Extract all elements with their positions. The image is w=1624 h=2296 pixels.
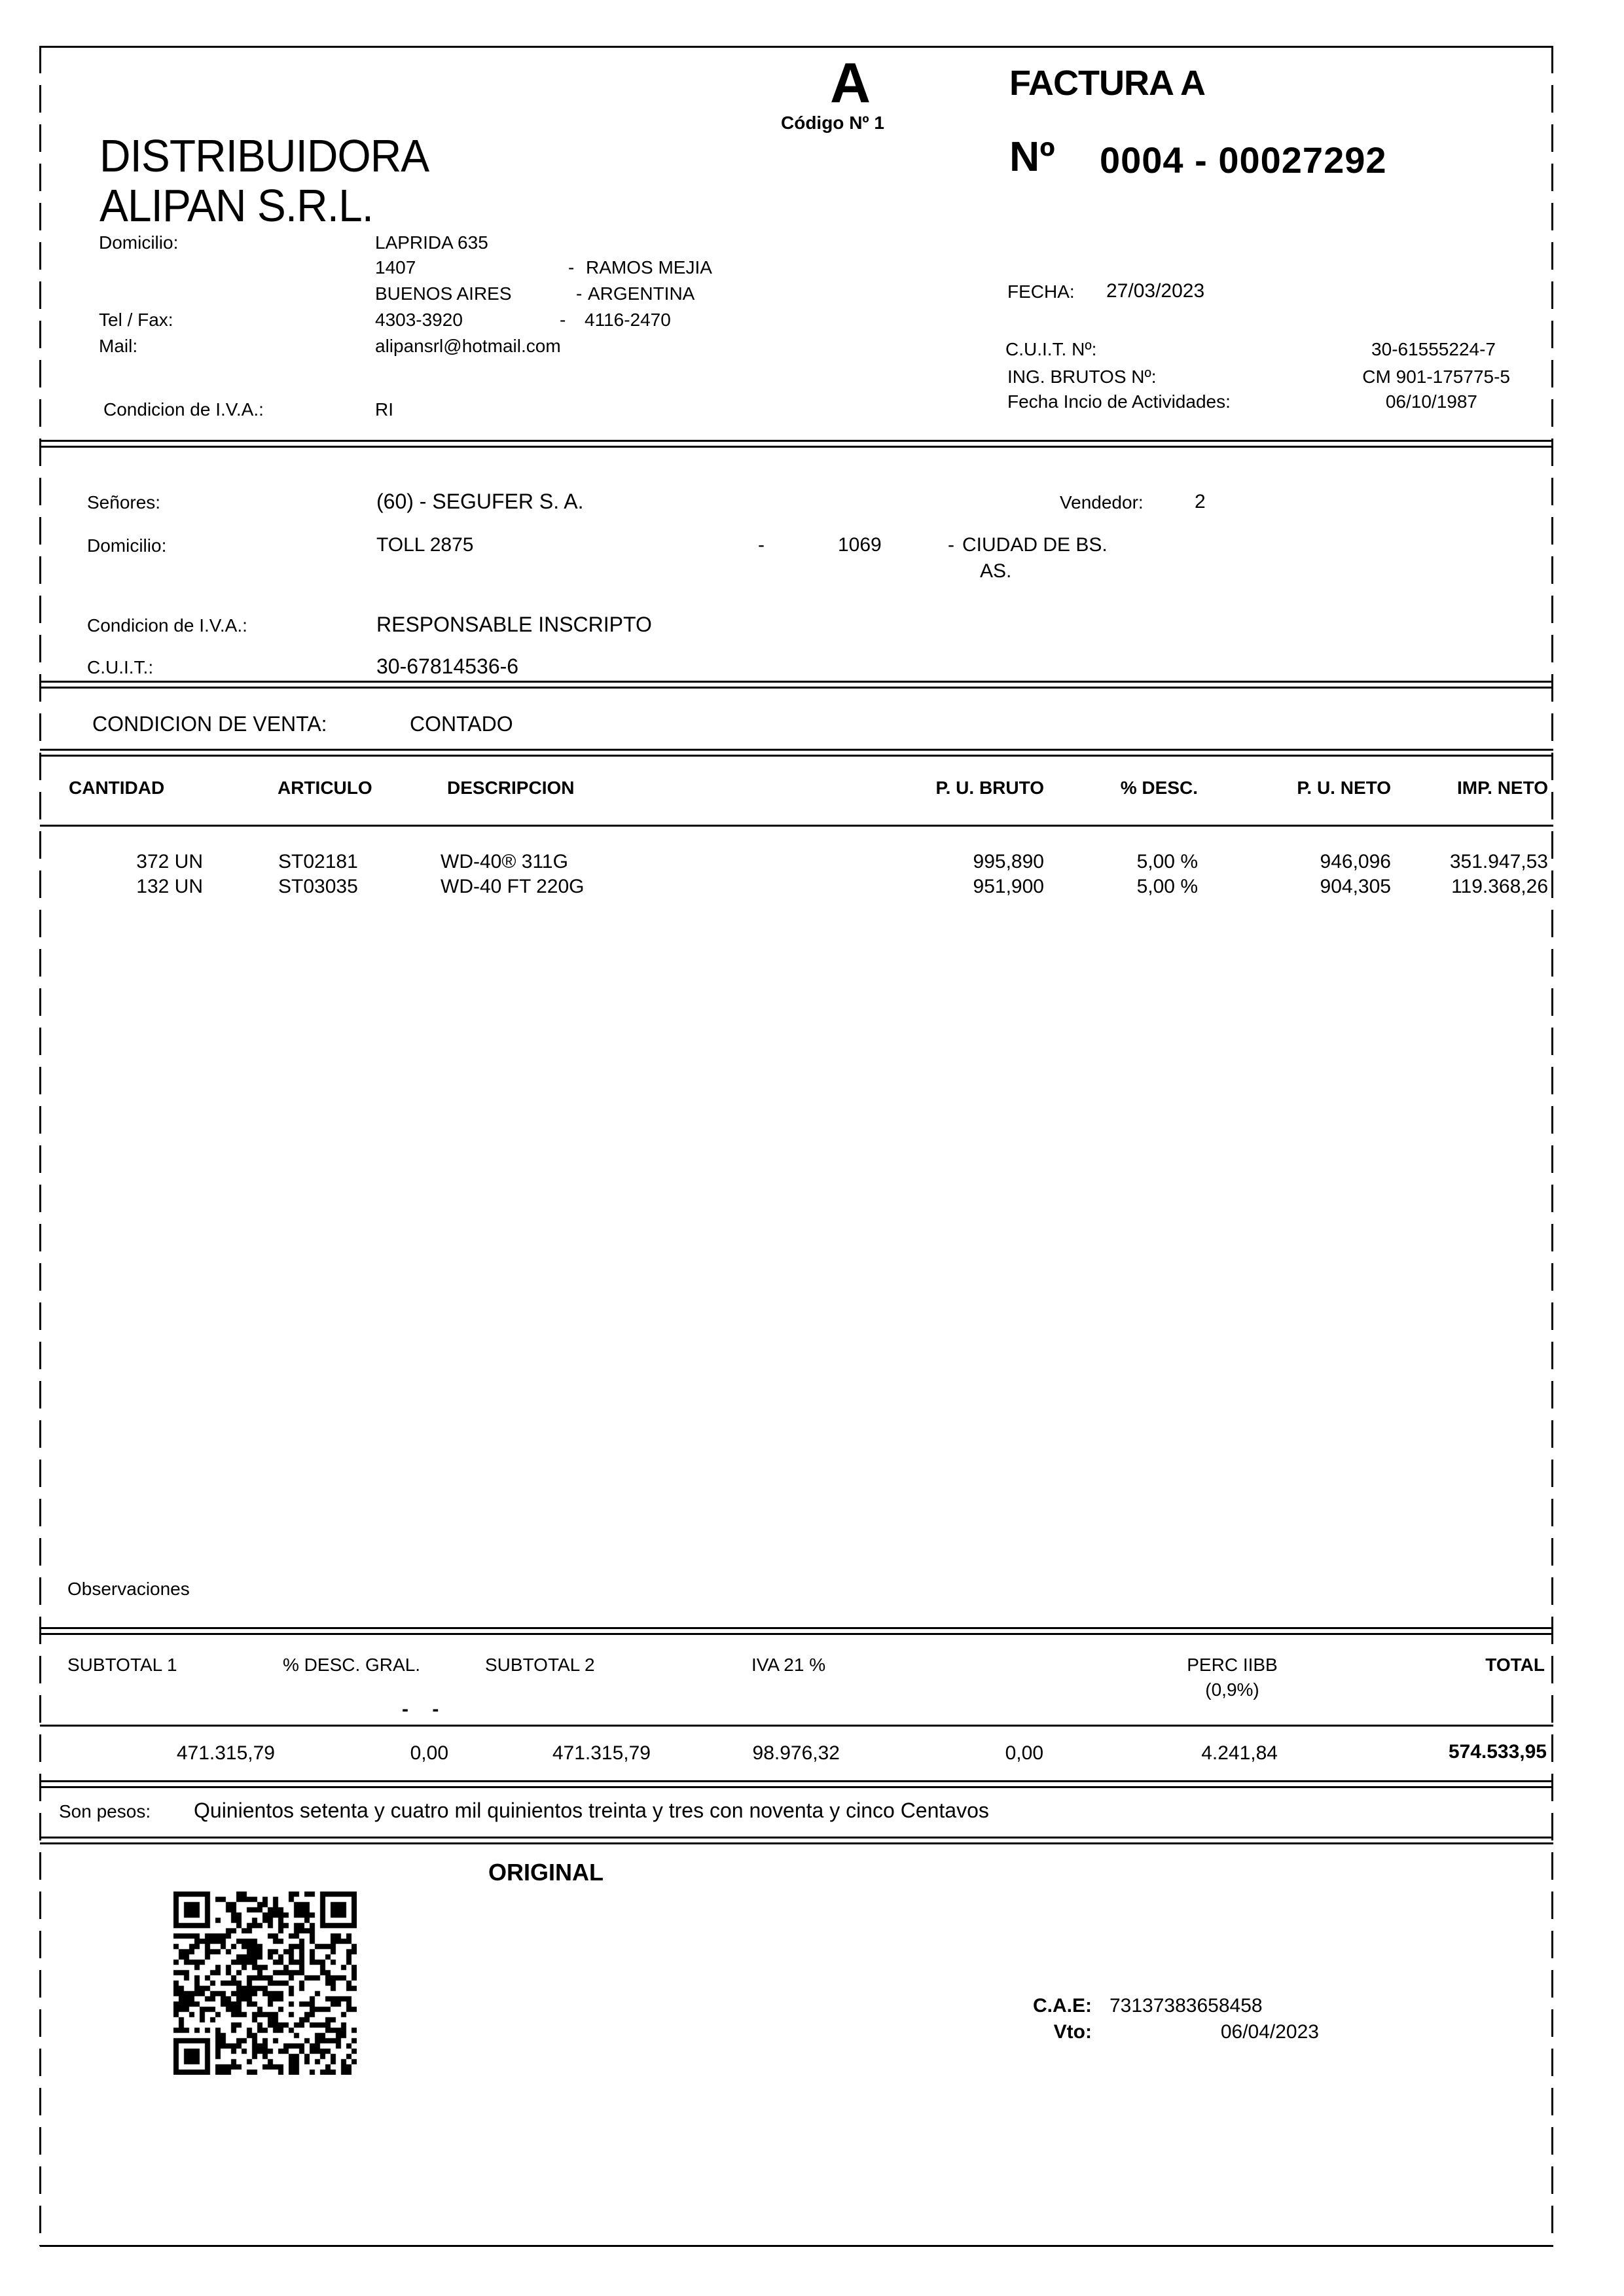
company-zip: 1407 bbox=[375, 257, 416, 278]
cell-desc: WD-40 FT 220G bbox=[441, 876, 585, 897]
total-value: 574.533,95 bbox=[1448, 1741, 1547, 1763]
qr-code bbox=[173, 1892, 357, 2075]
customer-cuit-label: C.U.I.T.: bbox=[87, 657, 154, 677]
company-tel: 4303-3920 bbox=[375, 310, 463, 330]
iibb-value: CM 901-175775-5 bbox=[1362, 367, 1510, 387]
observaciones-label: Observaciones bbox=[67, 1579, 190, 1599]
vendedor-value: 2 bbox=[1195, 491, 1206, 512]
perc-iibb-rate: (0,9%) bbox=[1205, 1679, 1259, 1700]
desc-gral-label: % DESC. GRAL. bbox=[283, 1655, 421, 1675]
invoice-number: 0004 - 00027292 bbox=[1100, 139, 1387, 181]
items-rows bbox=[0, 851, 1624, 901]
other-perc-value: 0,00 bbox=[1005, 1742, 1043, 1764]
subtotal1-label: SUBTOTAL 1 bbox=[67, 1655, 177, 1675]
separator-body-totals bbox=[40, 1627, 1553, 1635]
desc-gral-dashes: - - bbox=[402, 1698, 448, 1720]
left-dashed-border bbox=[39, 46, 41, 2246]
company-iva-value: RI bbox=[375, 399, 393, 420]
subtotal2-value: 471.315,79 bbox=[552, 1742, 651, 1764]
separator-sale-table bbox=[40, 749, 1553, 757]
iva-value: 98.976,32 bbox=[752, 1742, 840, 1764]
dash-sep: - bbox=[560, 310, 566, 330]
cell-neto: 904,305 bbox=[1320, 876, 1391, 897]
separator-totals-words bbox=[40, 1780, 1553, 1788]
invoice-letter: A bbox=[830, 52, 871, 115]
vto-label: Vto: bbox=[1053, 2021, 1092, 2043]
perc-iibb-value: 4.241,84 bbox=[1201, 1742, 1278, 1764]
col-header-cantidad: CANTIDAD bbox=[69, 778, 165, 798]
total-label: TOTAL bbox=[1485, 1655, 1545, 1675]
customer-name: (60) - SEGUFER S. A. bbox=[376, 490, 584, 513]
subtotal2-label: SUBTOTAL 2 bbox=[485, 1655, 595, 1675]
cell-bruto: 995,890 bbox=[973, 851, 1044, 872]
col-header-pu-bruto: P. U. BRUTO bbox=[935, 778, 1044, 798]
inicio-actividades-label: Fecha Incio de Actividades: bbox=[1007, 391, 1231, 412]
cuit-value: 30-61555224-7 bbox=[1371, 339, 1496, 359]
table-row bbox=[0, 876, 1624, 901]
separator-customer-sale bbox=[40, 681, 1553, 689]
cae-value: 73137383658458 bbox=[1110, 1995, 1263, 2017]
cell-imp: 119.368,26 bbox=[1451, 876, 1548, 897]
cell-desc: WD-40® 311G bbox=[441, 851, 568, 872]
company-iva-label: Condicion de I.V.A.: bbox=[103, 399, 264, 420]
document-type: FACTURA A bbox=[1009, 63, 1205, 103]
separator-words-footer bbox=[40, 1837, 1553, 1844]
iibb-label: ING. BRUTOS Nº: bbox=[1007, 367, 1157, 387]
son-pesos-label: Son pesos: bbox=[59, 1801, 151, 1821]
cell-code: ST03035 bbox=[278, 876, 358, 897]
cae-label: C.A.E: bbox=[1033, 1995, 1092, 2017]
customer-domicilio-label: Domicilio: bbox=[87, 535, 167, 556]
customer-street: TOLL 2875 bbox=[376, 534, 474, 556]
totals-header-underline bbox=[40, 1725, 1553, 1727]
perc-iibb-label: PERC IIBB bbox=[1187, 1655, 1278, 1675]
vendedor-label: Vendedor: bbox=[1060, 492, 1144, 512]
cuit-label: C.U.I.T. Nº: bbox=[1005, 339, 1097, 359]
company-name-line1: DISTRIBUIDORA bbox=[99, 130, 429, 181]
condicion-venta-label: CONDICION DE VENTA: bbox=[92, 712, 327, 736]
customer-zip: 1069 bbox=[838, 534, 882, 556]
company-domicilio-label: Domicilio: bbox=[99, 232, 179, 253]
company-mail-label: Mail: bbox=[99, 336, 138, 356]
subtotal1-value: 471.315,79 bbox=[176, 1742, 275, 1764]
customer-city-line1: CIUDAD DE BS. bbox=[962, 534, 1108, 556]
invoice-code-label: Código Nº 1 bbox=[781, 113, 884, 133]
cell-bruto: 951,900 bbox=[973, 876, 1044, 897]
inicio-actividades-value: 06/10/1987 bbox=[1385, 391, 1477, 412]
vto-value: 06/04/2023 bbox=[1220, 2021, 1319, 2043]
dash-sep: - bbox=[576, 283, 583, 304]
customer-iva-value: RESPONSABLE INSCRIPTO bbox=[376, 613, 652, 636]
right-dashed-border bbox=[1551, 46, 1553, 2246]
col-header-imp-neto: IMP. NETO bbox=[1456, 778, 1548, 798]
invoice-number-sign: Nº bbox=[1009, 133, 1055, 180]
customer-city-line2: AS. bbox=[980, 560, 1012, 582]
cell-qty: 372 UN bbox=[136, 851, 203, 872]
cell-neto: 946,096 bbox=[1320, 851, 1391, 872]
separator-company-customer bbox=[40, 440, 1553, 448]
company-city: RAMOS MEJIA bbox=[586, 257, 712, 278]
desc-gral-value: 0,00 bbox=[410, 1742, 448, 1764]
amount-in-words: Quinientos setenta y cuatro mil quinientos treinta y tres con noventa y cinco Centavos bbox=[194, 1799, 989, 1822]
company-province: BUENOS AIRES bbox=[375, 283, 512, 304]
company-name bbox=[99, 131, 429, 230]
col-header-desc-pct: % DESC. bbox=[1120, 778, 1198, 798]
cell-code: ST02181 bbox=[278, 851, 358, 872]
customer-cuit-value: 30-67814536-6 bbox=[376, 655, 519, 678]
cell-desc_pct: 5,00 % bbox=[1136, 851, 1198, 872]
company-country: ARGENTINA bbox=[588, 283, 695, 304]
col-header-articulo: ARTICULO bbox=[278, 778, 372, 798]
bottom-border-line bbox=[40, 2245, 1553, 2247]
dash-sep: - bbox=[758, 534, 765, 556]
customer-iva-label: Condicion de I.V.A.: bbox=[87, 615, 247, 636]
dash-sep: - bbox=[568, 257, 575, 278]
dash-sep: - bbox=[948, 534, 954, 556]
company-fax: 4116-2470 bbox=[585, 310, 671, 330]
fecha-label: FECHA: bbox=[1007, 281, 1075, 302]
fecha-value: 27/03/2023 bbox=[1106, 280, 1205, 302]
col-header-pu-neto: P. U. NETO bbox=[1297, 778, 1391, 798]
col-header-descripcion: DESCRIPCION bbox=[447, 778, 575, 798]
company-street: LAPRIDA 635 bbox=[375, 232, 488, 253]
cell-desc_pct: 5,00 % bbox=[1136, 876, 1198, 897]
iva-label: IVA 21 % bbox=[751, 1655, 826, 1675]
top-border-line bbox=[40, 46, 1553, 48]
table-header-underline bbox=[40, 825, 1553, 827]
cell-qty: 132 UN bbox=[136, 876, 203, 897]
company-name-line2: ALIPAN S.R.L. bbox=[99, 180, 374, 231]
copy-label: ORIGINAL bbox=[488, 1859, 604, 1886]
senores-label: Señores: bbox=[87, 492, 161, 512]
table-row bbox=[0, 851, 1624, 876]
company-mail: alipansrl@hotmail.com bbox=[375, 336, 561, 356]
condicion-venta-value: CONTADO bbox=[410, 712, 513, 736]
company-telfax-label: Tel / Fax: bbox=[99, 310, 173, 330]
cell-imp: 351.947,53 bbox=[1449, 851, 1548, 872]
